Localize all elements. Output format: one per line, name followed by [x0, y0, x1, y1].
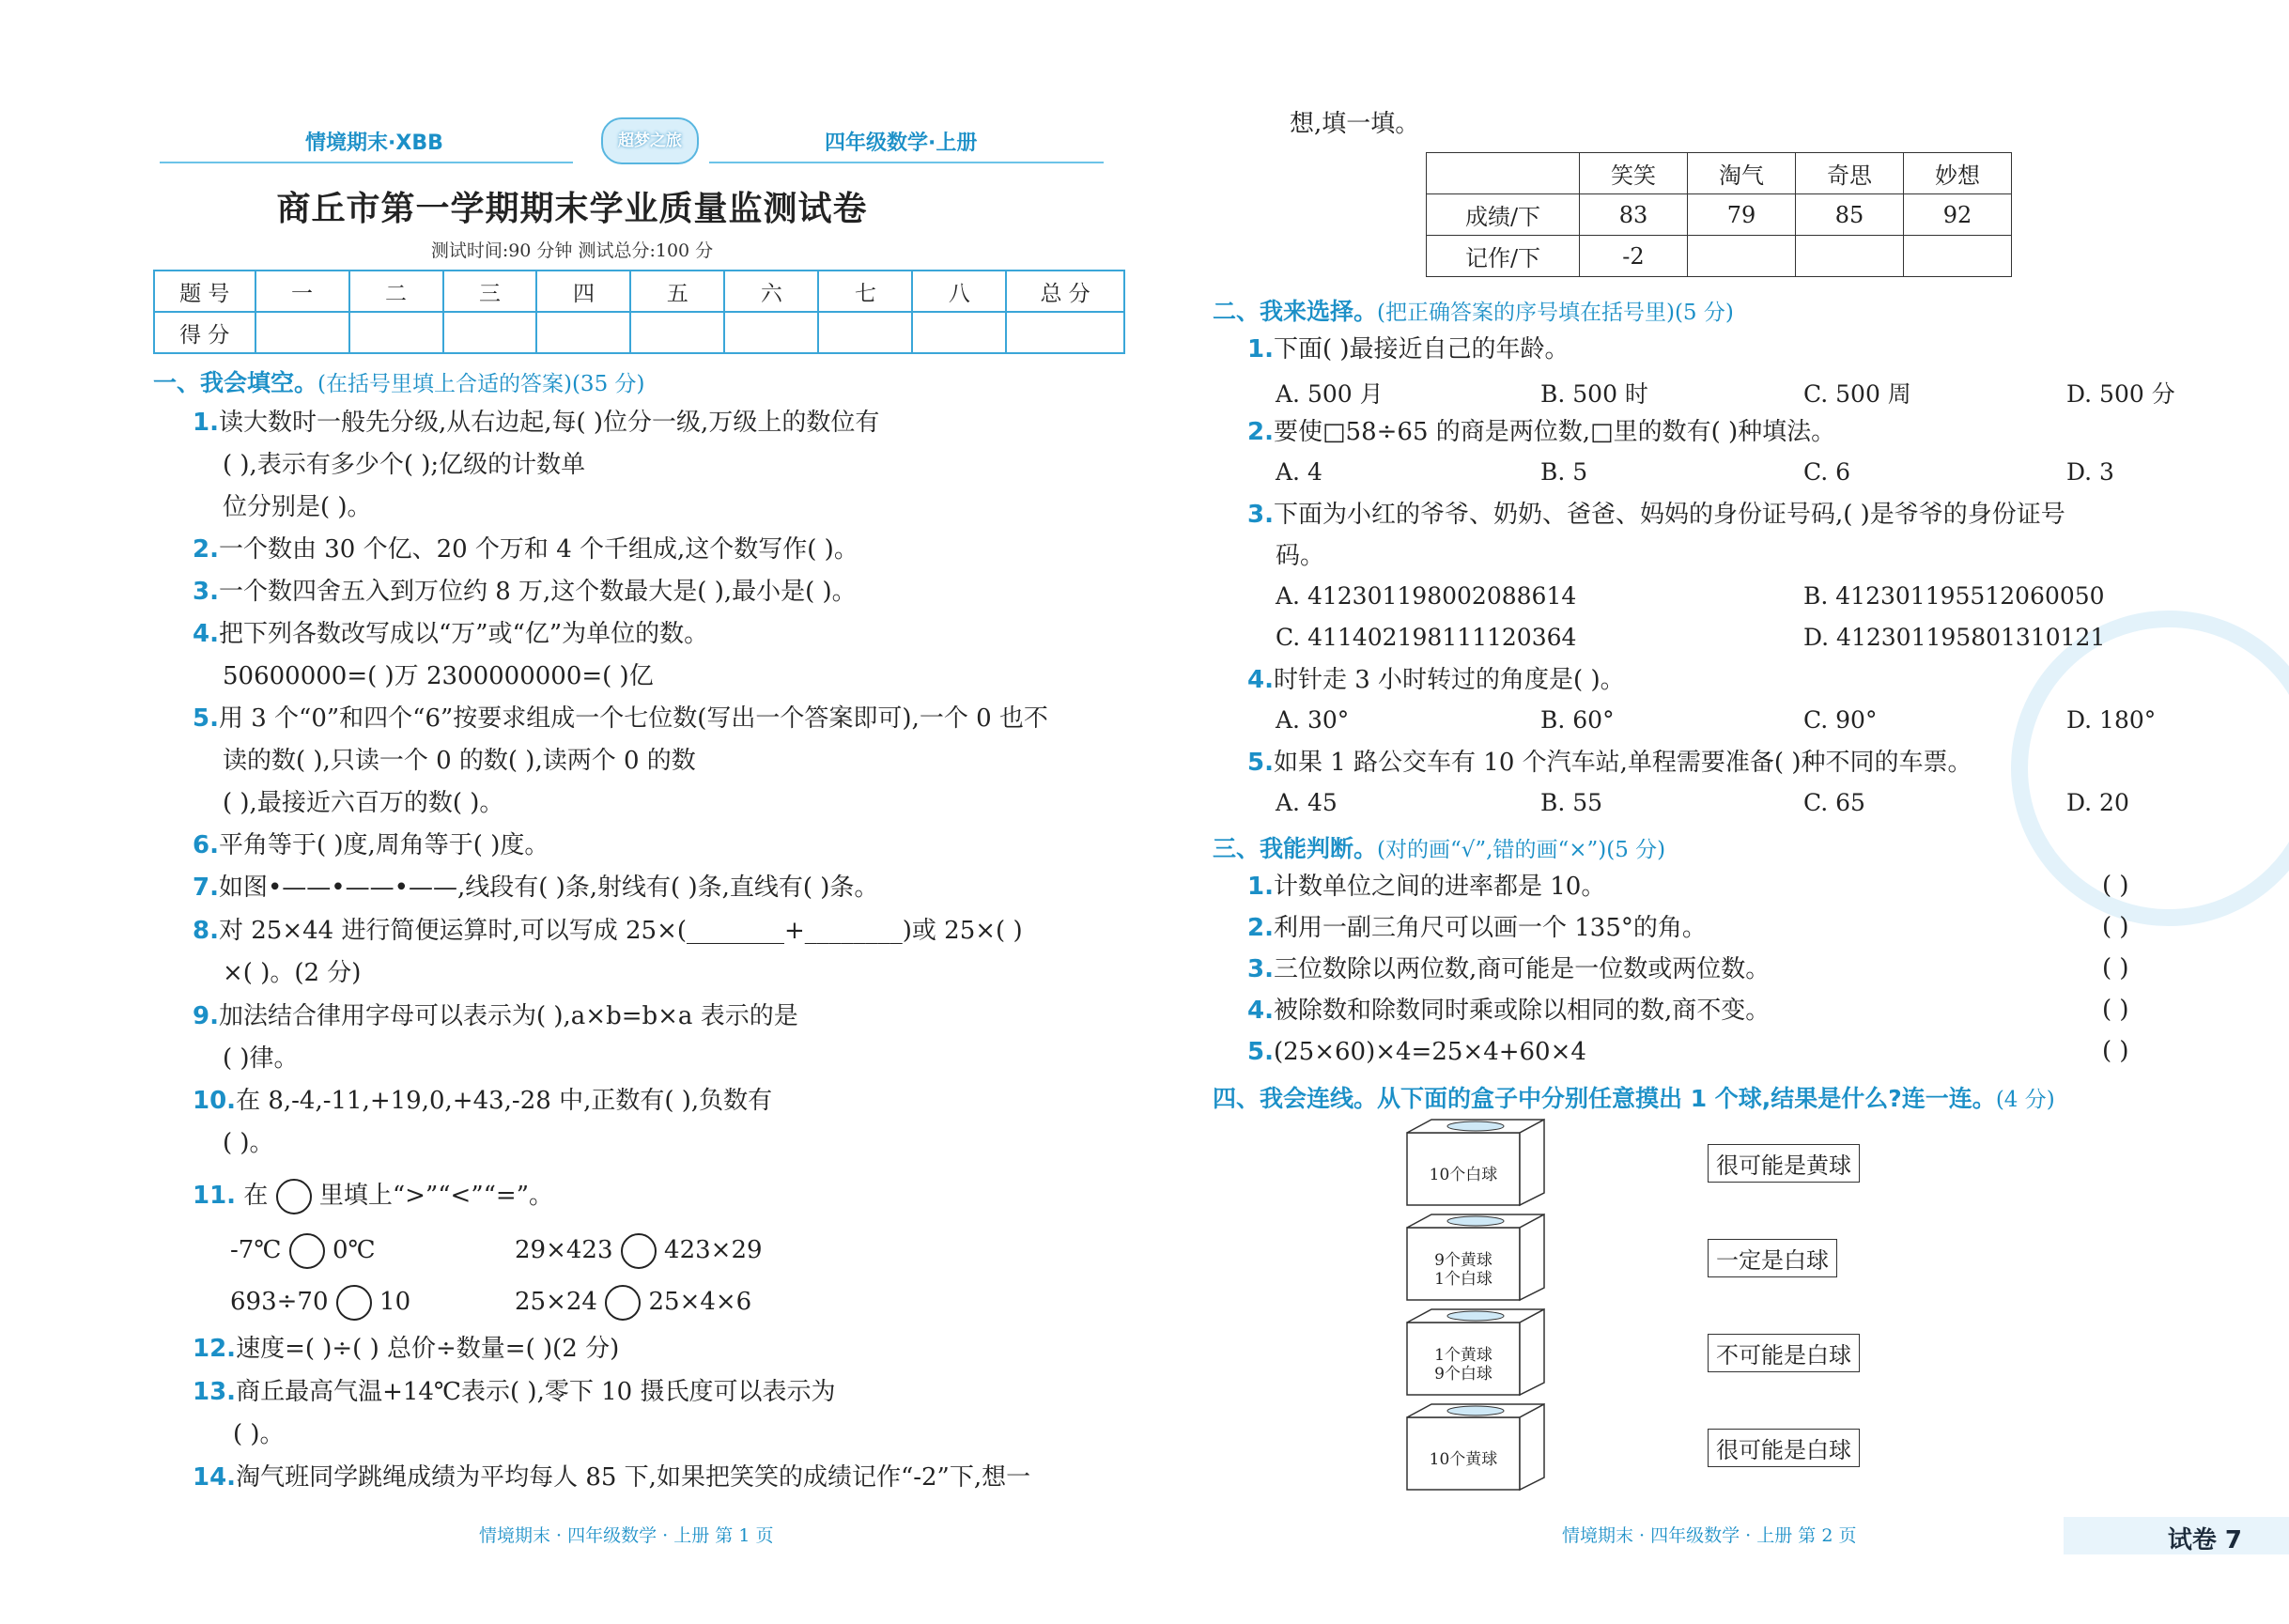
ball-box	[1405, 1213, 1546, 1302]
compare-circle[interactable]	[289, 1233, 325, 1269]
choice-option[interactable]: D. 3	[2066, 458, 2114, 486]
question-text: 50600000=( )万 2300000000=( )亿	[223, 662, 654, 690]
question-number: 3.	[1247, 955, 1274, 983]
table-cell: 成绩/下	[1427, 194, 1580, 236]
question-line	[193, 1001, 798, 1031]
question-text: 平角等于( )度,周角等于( )度。	[218, 831, 549, 859]
outcome-label[interactable]: 很可能是黄球	[1708, 1144, 1860, 1183]
question-line	[223, 492, 372, 522]
table-cell: 92	[1904, 194, 2012, 236]
box-label-line: 10个白球	[1429, 1166, 1498, 1184]
question-text: 对 25×44 进行简便运算时,可以写成 25×(________+________)或 25×( )	[218, 917, 1023, 945]
compare-left: 693÷70	[230, 1288, 329, 1316]
table-cell: -2	[1580, 236, 1688, 277]
table-cell: 85	[1796, 194, 1904, 236]
question-text: 一个数由 30 个亿、20 个万和 4 个千组成,这个数写作( )。	[218, 535, 858, 564]
question-text: 下面为小红的爷爷、奶奶、爸爸、妈妈的身份证号码,( )是爷爷的身份证号	[1273, 501, 2065, 529]
answer-paren[interactable]: ( )	[2102, 954, 2129, 982]
question-number: 4.	[1247, 997, 1274, 1025]
question-line	[223, 746, 696, 776]
question-line	[193, 916, 1023, 946]
question-text: ( )。	[233, 1420, 285, 1448]
page-mark-text: 试卷 7	[2167, 1526, 2242, 1554]
choice-option[interactable]: B. 60°	[1540, 706, 1615, 734]
choice-option[interactable]: D. 180°	[2066, 706, 2157, 734]
question-number: 10.	[193, 1087, 237, 1115]
section-1-heading: 一、我会填空。	[153, 369, 318, 396]
question-text: 读大数时一般先分级,从右边起,每( )位分一级,万级上的数位有	[218, 409, 880, 437]
judgment-item	[1247, 954, 1770, 984]
question-line	[223, 958, 361, 988]
question-text: 加法结合律用字母可以表示为( ),a×b=b×a 表示的是	[218, 1002, 798, 1030]
question-text: 计数单位之间的进率都是 10。	[1273, 873, 1606, 901]
compare-circle[interactable]	[336, 1285, 372, 1321]
table-cell[interactable]	[1796, 236, 1904, 277]
box-side	[1520, 1309, 1544, 1395]
score-header-cell: 八	[912, 271, 1006, 312]
question-line	[193, 534, 858, 565]
question-number: 2.	[1247, 418, 1274, 446]
section-2-heading: 二、我来选择。	[1213, 298, 1378, 325]
question-text: ( )律。	[223, 1044, 299, 1073]
page-subtitle: 测试时间:90 分钟 测试总分:100 分	[430, 240, 714, 261]
table-row	[1427, 236, 2012, 277]
question-line	[223, 450, 585, 480]
page-title: 商丘市第一学期期末学业质量监测试卷	[276, 190, 868, 228]
choice-option[interactable]: C. 411402198111120364	[1276, 624, 1577, 651]
choice-question	[1247, 748, 1972, 778]
question-text: 如图•——•——•——,线段有( )条,射线有( )条,直线有( )条。	[218, 874, 879, 902]
question-text: 利用一副三角尺可以画一个 135°的角。	[1273, 914, 1707, 942]
question-text: 下面( )最接近自己的年龄。	[1273, 335, 1570, 363]
section-4-note: (4 分)	[1995, 1088, 2055, 1112]
question-text: 把下列各数改写成以“万”或“亿”为单位的数。	[218, 620, 709, 648]
compare-left: -7℃	[230, 1236, 282, 1264]
answer-paren[interactable]: ( )	[2102, 872, 2129, 900]
question-number: 5.	[193, 704, 219, 733]
answer-paren[interactable]: ( )	[2102, 1037, 2129, 1065]
section-1-note: (在括号里填上合适的答案)(35 分)	[317, 372, 645, 396]
score-cell[interactable]	[255, 312, 349, 353]
box-label-line: 1个黄球	[1434, 1346, 1492, 1365]
q14-continuation: 想,填一填。	[1290, 110, 1420, 138]
question-line	[193, 873, 878, 903]
compare-item-4	[515, 1285, 751, 1321]
choice-option[interactable]: B. 5	[1540, 458, 1588, 486]
question-text: 要使□58÷65 的商是两位数,□里的数有( )种填法。	[1273, 418, 1836, 446]
section-1-title	[153, 364, 645, 398]
choice-option[interactable]: C. 65	[1803, 789, 1865, 816]
choice-option[interactable]: A. 4	[1276, 458, 1322, 486]
table-cell: 79	[1688, 194, 1796, 236]
table-row	[1427, 194, 2012, 236]
score-header-cell: 总 分	[1006, 271, 1124, 312]
score-cell[interactable]	[818, 312, 912, 353]
box-side	[1520, 1120, 1544, 1205]
left-page	[0, 0, 1144, 1624]
question-number: 13.	[193, 1378, 237, 1406]
q11-intro-a: 在	[243, 1182, 269, 1210]
header-left-tag: 情境期末·XBB	[305, 131, 443, 155]
section-4-title	[1213, 1080, 2055, 1114]
choice-question	[1247, 417, 1835, 447]
score-cell[interactable]	[724, 312, 818, 353]
question-11-intro	[193, 1179, 553, 1214]
table-header-cell: 笑笑	[1580, 153, 1688, 194]
outcome-label[interactable]: 很可能是白球	[1708, 1429, 1860, 1467]
judgment-item	[1247, 872, 1605, 902]
brand-logo-text: 超梦之旅	[618, 131, 682, 150]
right-page	[1144, 0, 2289, 1624]
score-header-cell: 七	[818, 271, 912, 312]
judgment-item	[1247, 913, 1707, 943]
box-label-line: 10个黄球	[1429, 1450, 1498, 1469]
question-line	[223, 1044, 299, 1074]
box-hole	[1447, 1216, 1504, 1226]
answer-paren[interactable]: ( )	[2102, 996, 2129, 1024]
header-right-tag: 四年级数学·上册	[825, 131, 978, 155]
table-header-cell: 奇思	[1796, 153, 1904, 194]
compare-item-1	[230, 1233, 376, 1269]
compare-right: 25×4×6	[648, 1288, 752, 1316]
section-2-note: (把正确答案的序号填在括号里)(5 分)	[1377, 301, 1734, 325]
choice-option[interactable]: A. 45	[1276, 789, 1338, 816]
compare-circle[interactable]	[605, 1285, 641, 1321]
score-header-cell: 三	[443, 271, 537, 312]
question-text: ×( )。(2 分)	[223, 959, 362, 987]
score-cell: 得 分	[154, 312, 255, 353]
section-4-heading: 四、我会连线。从下面的盒子中分别任意摸出 1 个球,结果是什么?连一连。	[1213, 1085, 1996, 1112]
compare-right: 423×29	[664, 1236, 763, 1264]
question-line	[223, 788, 503, 818]
question-line	[193, 408, 879, 438]
score-header-cell: 二	[349, 271, 443, 312]
jump-rope-table	[1426, 152, 2012, 277]
question-text: 用 3 个“0”和四个“6”按要求组成一个七位数(写出一个答案即可),一个 0 也不	[218, 704, 1048, 733]
brand-logo	[601, 117, 699, 164]
question-number: 12.	[193, 1335, 237, 1363]
box-side	[1520, 1404, 1544, 1490]
footer-left: 情境期末 · 四年级数学 · 上册 第 1 页	[479, 1525, 774, 1546]
choice-option[interactable]: D. 500 分	[2066, 380, 2175, 408]
compare-circle-icon	[276, 1179, 312, 1214]
judgment-item	[1247, 1037, 1586, 1067]
question-text: 被除数和除数同时乘或除以相同的数,商不变。	[1273, 997, 1771, 1025]
choice-option[interactable]: B. 412301195512060050	[1803, 582, 2105, 610]
table-header-cell	[1427, 153, 1580, 194]
score-header-row	[154, 271, 1124, 312]
watermark-seal	[2011, 611, 2289, 926]
question-line	[193, 1086, 772, 1116]
section-3-heading: 三、我能判断。	[1213, 835, 1378, 862]
question-line	[193, 619, 708, 649]
table-cell[interactable]	[1904, 236, 2012, 277]
question-number: 9.	[193, 1002, 219, 1030]
box-hole	[1447, 1311, 1504, 1321]
q11-intro-b: 里填上“>”“<”“=”。	[318, 1182, 553, 1210]
table-header-cell: 淘气	[1688, 153, 1796, 194]
score-table	[153, 270, 1125, 354]
question-number: 6.	[193, 831, 219, 859]
page-mark	[2064, 1517, 2289, 1554]
question-line	[223, 1128, 274, 1158]
choice-option[interactable]: C. 90°	[1803, 706, 1878, 734]
section-2-title	[1213, 293, 1734, 327]
question-text: 淘气班同学跳绳成绩为平均每人 85 下,如果把笑笑的成绩记作“-2”下,想一	[236, 1463, 1031, 1492]
table-cell[interactable]	[1688, 236, 1796, 277]
choice-option[interactable]: A. 412301198002088614	[1276, 582, 1577, 610]
question-number: 1.	[1247, 873, 1274, 901]
score-header-cell: 六	[724, 271, 818, 312]
compare-item-3	[230, 1285, 410, 1321]
question-text-continued: 码。	[1276, 542, 1325, 570]
question-text: 时针走 3 小时转过的角度是( )。	[1273, 666, 1625, 694]
ball-box	[1405, 1118, 1546, 1207]
compare-circle[interactable]	[621, 1233, 657, 1269]
outcome-label[interactable]: 不可能是白球	[1708, 1334, 1860, 1372]
section-3-note: (对的画“√”,错的画“×”)(5 分)	[1377, 838, 1666, 862]
question-line	[193, 1462, 1030, 1493]
choice-question	[1247, 500, 2065, 530]
question-number: 3.	[193, 578, 219, 606]
compare-right: 10	[379, 1288, 411, 1316]
box-label-line: 9个黄球	[1434, 1251, 1492, 1270]
question-number: 5.	[1247, 749, 1274, 777]
choice-option[interactable]: D. 20	[2066, 789, 2129, 816]
choice-question	[1247, 665, 1625, 695]
question-text: 读的数( ),只读一个 0 的数( ),读两个 0 的数	[223, 747, 696, 775]
choice-option[interactable]: A. 500 月	[1276, 380, 1384, 408]
question-text: (25×60)×4=25×4+60×4	[1273, 1038, 1586, 1066]
question-number: 2.	[193, 535, 219, 564]
score-header-cell: 四	[536, 271, 630, 312]
choice-option[interactable]: A. 30°	[1276, 706, 1350, 734]
question-text: 在 8,-4,-11,+19,0,+43,-28 中,正数有( ),负数有	[236, 1087, 773, 1115]
box-label-line: 1个白球	[1434, 1270, 1492, 1289]
compare-right: 0℃	[332, 1236, 376, 1264]
question-number: 4.	[193, 620, 219, 648]
question-line	[193, 704, 1048, 734]
box-hole	[1447, 1406, 1504, 1415]
score-cell[interactable]	[536, 312, 630, 353]
table-header-cell: 妙想	[1904, 153, 2012, 194]
header-rule-left	[160, 162, 573, 163]
box-side	[1520, 1214, 1544, 1300]
question-text: 位分别是( )。	[223, 493, 372, 521]
ball-box	[1405, 1402, 1546, 1492]
choice-option[interactable]: C. 6	[1803, 458, 1851, 486]
question-number: 8.	[193, 917, 219, 945]
question-number: 3.	[1247, 501, 1274, 529]
table-cell: 记作/下	[1427, 236, 1580, 277]
question-line	[193, 1377, 835, 1407]
table-header-row	[1427, 153, 2012, 194]
footer-right: 情境期末 · 四年级数学 · 上册 第 2 页	[1562, 1525, 1857, 1546]
choice-option[interactable]: B. 55	[1540, 789, 1603, 816]
answer-paren[interactable]: ( )	[2102, 913, 2129, 941]
section-3-title	[1213, 830, 1665, 864]
question-text: 速度=( )÷( ) 总价÷数量=( )(2 分)	[236, 1335, 620, 1363]
question-text: ( ),最接近六百万的数( )。	[223, 789, 504, 817]
question-number: 7.	[193, 874, 219, 902]
score-header-cell: 一	[255, 271, 349, 312]
choice-option[interactable]: D. 412301195801310121	[1803, 624, 2106, 651]
header-rule-right	[709, 162, 1104, 163]
question-text: 商丘最高气温+14℃表示( ),零下 10 摄氏度可以表示为	[236, 1378, 836, 1406]
question-line	[193, 1334, 619, 1364]
ball-box	[1405, 1307, 1546, 1397]
question-text: ( )。	[223, 1129, 274, 1157]
question-line	[233, 1419, 285, 1449]
question-number: 2.	[1247, 914, 1274, 942]
question-number: 1.	[193, 409, 219, 437]
choice-question	[1247, 334, 1570, 364]
question-text: 三位数除以两位数,商可能是一位数或两位数。	[1273, 955, 1771, 983]
choice-option[interactable]: B. 500 时	[1540, 380, 1648, 408]
compare-item-2	[515, 1233, 763, 1269]
question-line	[223, 661, 654, 691]
compare-left: 25×24	[515, 1288, 597, 1316]
question-number: 1.	[1247, 335, 1274, 363]
question-text: ( ),表示有多少个( );亿级的计数单	[223, 451, 586, 479]
choice-option[interactable]: C. 500 周	[1803, 380, 1911, 408]
score-cell[interactable]	[443, 312, 537, 353]
question-text: 如果 1 路公交车有 10 个汽车站,单程需要准备( )种不同的车票。	[1273, 749, 1972, 777]
judgment-item	[1247, 996, 1770, 1026]
score-cell[interactable]	[630, 312, 724, 353]
score-cell[interactable]	[349, 312, 443, 353]
compare-left: 29×423	[515, 1236, 613, 1264]
question-number: 4.	[1247, 666, 1274, 694]
score-header-cell: 题 号	[154, 271, 255, 312]
box-hole	[1447, 1121, 1504, 1131]
score-cell[interactable]	[1006, 312, 1124, 353]
question-number: 5.	[1247, 1038, 1274, 1066]
table-cell: 83	[1580, 194, 1688, 236]
question-text: 一个数四舍五入到万位约 8 万,这个数最大是( ),最小是( )。	[218, 578, 857, 606]
score-header-cell: 五	[630, 271, 724, 312]
question-number: 14.	[193, 1463, 237, 1492]
score-value-row	[154, 312, 1124, 353]
score-cell[interactable]	[912, 312, 1006, 353]
question-line	[193, 830, 549, 860]
box-label-line: 9个白球	[1434, 1365, 1492, 1384]
question-number: 11.	[193, 1182, 237, 1210]
outcome-label[interactable]: 一定是白球	[1708, 1239, 1837, 1277]
question-line	[193, 577, 857, 607]
